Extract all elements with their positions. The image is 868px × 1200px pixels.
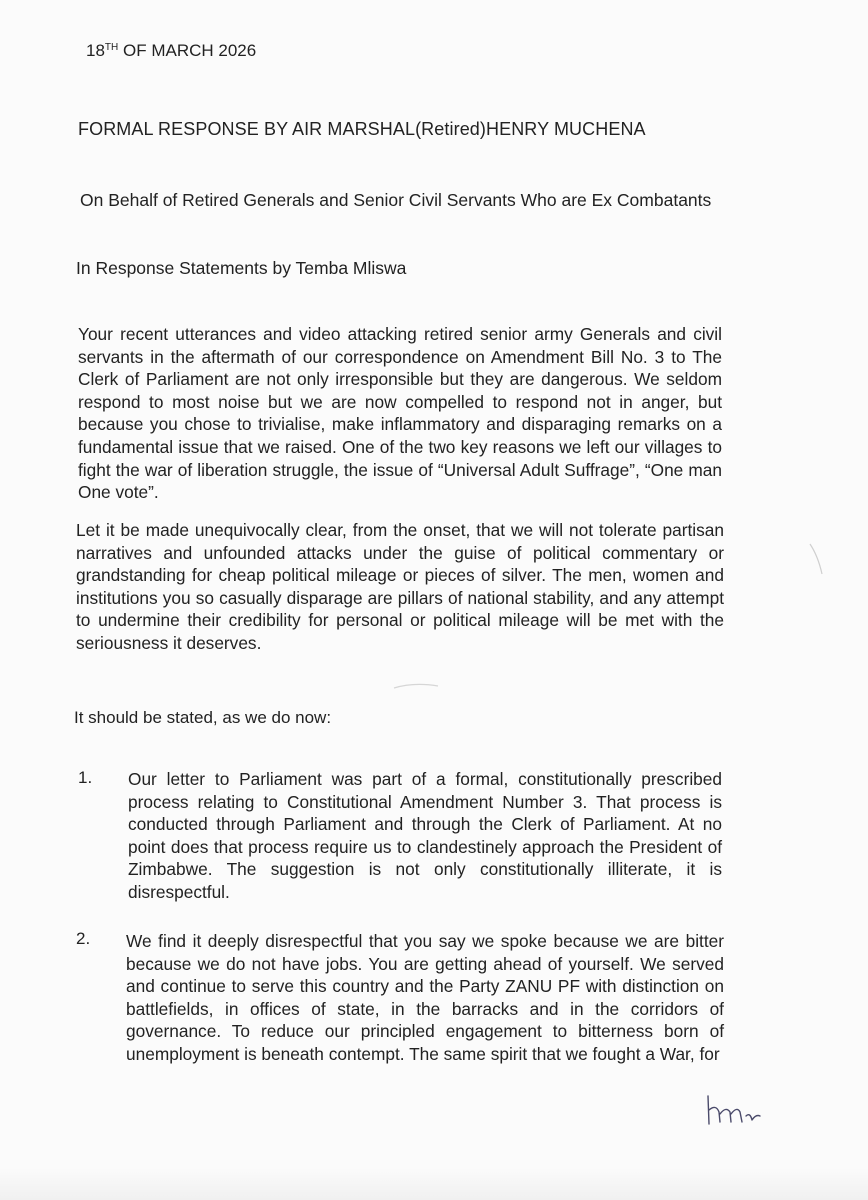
- letter-behalf-line: On Behalf of Retired Generals and Senior Civil Servants Who are Ex Combatants: [80, 190, 712, 210]
- list-item-text: Our letter to Parliament was part of a formal, constitutionally prescribed process relating to Constitutional Amendment Number 3. That process is conducted through Parliament and through the Clerk of Parliament. At no point does that process require us to clandestinely approach the President of Zimbabwe. The suggestion is not only constitutionally illiterate, it is disrespectful.: [128, 769, 722, 902]
- pen-mark-icon: [806, 540, 830, 580]
- list-item-number: 1.: [78, 768, 93, 787]
- date-day: 18: [86, 41, 105, 60]
- date-suffix: TH: [104, 42, 119, 53]
- signature-initials-icon: [700, 1090, 770, 1130]
- paragraph-2: Let it be made unequivocally clear, from the onset, that we will not tolerate partisan narratives and unfounded attacks under the guise of political commentary or grandstanding for cheap political mileage or pieces of silver. The men, women and institutions you so casually disparage are pillars of national stability, and any attempt to undermine their credibility for personal or political mileage will be met with the seriousness it deserves.: [76, 520, 724, 653]
- list-item-text: We find it deeply disrespectful that you say we spoke because we are bitter because we do not have jobs. You are getting ahead of yourself. We served and continue to serve this country and the Party ZANU PF with distinction on battlefields, in offices of state, in the barracks and in the corridors of governance. To reduce our principled engagement to bitterness born of unemployment is beneath contempt. The same spirit that we fought a War, for: [126, 931, 724, 1064]
- letter-title: FORMAL RESPONSE BY AIR MARSHAL(Retired)HENRY MUCHENA: [78, 119, 646, 139]
- paragraph-1: Your recent utterances and video attacking retired senior army Generals and civil servants in the aftermath of our correspondence on Amendment Bill No. 3 to The Clerk of Parliament are not only irresponsible but they are dangerous. We seldom respond to most noise but we are now compelled to respond not in anger, but because you chose to trivialise, make inflammatory and disparaging remarks on a fundamental issue that we raised. One of the two key reasons we left our villages to fight the war of liberation struggle, the issue of “Universal Adult Suffrage”, “One man One vote”.: [78, 324, 722, 503]
- letter-date: [86, 36, 256, 63]
- list-item-number: 2.: [76, 929, 91, 948]
- letter-response-line: In Response Statements by Temba Mliswa: [76, 258, 407, 278]
- pen-mark-icon: [392, 680, 442, 692]
- date-rest: OF MARCH 2026: [118, 41, 257, 60]
- stated-line: It should be stated, as we do now:: [74, 708, 332, 727]
- scan-bottom-edge: [0, 1168, 868, 1200]
